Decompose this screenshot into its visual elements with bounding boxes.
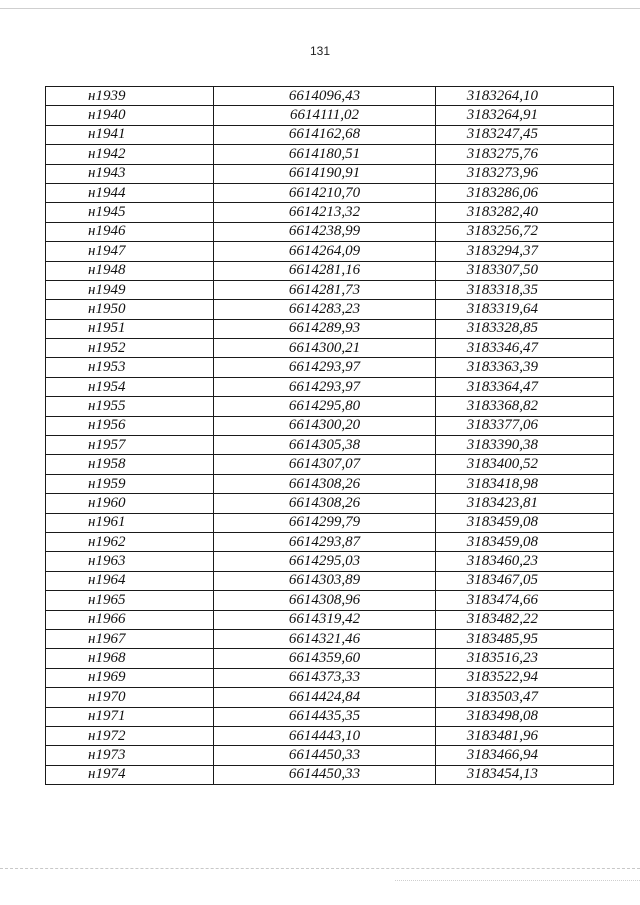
point-id-cell: н1964	[46, 571, 214, 590]
point-id-cell: н1963	[46, 552, 214, 571]
x-coordinate-cell: 6614180,51	[214, 145, 436, 164]
x-coordinate-cell: 6614295,03	[214, 552, 436, 571]
y-coordinate-cell: 3183264,91	[436, 106, 614, 125]
table-row	[46, 629, 614, 648]
point-id-cell: н1948	[46, 261, 214, 280]
x-coordinate-cell: 6614308,26	[214, 474, 436, 493]
y-coordinate-cell: 3183328,85	[436, 319, 614, 338]
table-row	[46, 377, 614, 396]
x-coordinate-cell: 6614307,07	[214, 455, 436, 474]
table-row	[46, 300, 614, 319]
y-coordinate-cell: 3183346,47	[436, 339, 614, 358]
x-coordinate-cell: 6614283,23	[214, 300, 436, 319]
point-id-cell: н1974	[46, 765, 214, 784]
table-row	[46, 203, 614, 222]
point-id-cell: н1970	[46, 688, 214, 707]
table-row	[46, 280, 614, 299]
table-row	[46, 261, 614, 280]
point-id-cell: н1967	[46, 629, 214, 648]
x-coordinate-cell: 6614300,21	[214, 339, 436, 358]
x-coordinate-cell: 6614308,96	[214, 591, 436, 610]
y-coordinate-cell: 3183498,08	[436, 707, 614, 726]
table-row	[46, 358, 614, 377]
point-id-cell: н1960	[46, 494, 214, 513]
table-row	[46, 183, 614, 202]
table-row	[46, 746, 614, 765]
x-coordinate-cell: 6614319,42	[214, 610, 436, 629]
point-id-cell: н1958	[46, 455, 214, 474]
top-edge-line	[0, 8, 640, 9]
point-id-cell: н1969	[46, 668, 214, 687]
y-coordinate-cell: 3183485,95	[436, 629, 614, 648]
x-coordinate-cell: 6614281,16	[214, 261, 436, 280]
point-id-cell: н1949	[46, 280, 214, 299]
table-row	[46, 106, 614, 125]
x-coordinate-cell: 6614111,02	[214, 106, 436, 125]
x-coordinate-cell: 6614443,10	[214, 726, 436, 745]
point-id-cell: н1952	[46, 339, 214, 358]
point-id-cell: н1943	[46, 164, 214, 183]
point-id-cell: н1953	[46, 358, 214, 377]
table-row	[46, 474, 614, 493]
x-coordinate-cell: 6614305,38	[214, 436, 436, 455]
y-coordinate-cell: 3183318,35	[436, 280, 614, 299]
point-id-cell: н1961	[46, 513, 214, 532]
table-row	[46, 668, 614, 687]
point-id-cell: н1971	[46, 707, 214, 726]
bottom-scan-line-2	[395, 880, 640, 881]
point-id-cell: н1966	[46, 610, 214, 629]
point-id-cell: н1972	[46, 726, 214, 745]
y-coordinate-cell: 3183256,72	[436, 222, 614, 241]
table-row	[46, 494, 614, 513]
table-row	[46, 610, 614, 629]
table-row	[46, 339, 614, 358]
table-row	[46, 242, 614, 261]
table-row	[46, 571, 614, 590]
y-coordinate-cell: 3183247,45	[436, 125, 614, 144]
x-coordinate-cell: 6614450,33	[214, 746, 436, 765]
y-coordinate-cell: 3183275,76	[436, 145, 614, 164]
y-coordinate-cell: 3183474,66	[436, 591, 614, 610]
x-coordinate-cell: 6614295,80	[214, 397, 436, 416]
y-coordinate-cell: 3183294,37	[436, 242, 614, 261]
point-id-cell: н1968	[46, 649, 214, 668]
table-row	[46, 513, 614, 532]
point-id-cell: н1942	[46, 145, 214, 164]
page-number: 131	[309, 44, 331, 58]
table-row	[46, 552, 614, 571]
x-coordinate-cell: 6614281,73	[214, 280, 436, 299]
y-coordinate-cell: 3183400,52	[436, 455, 614, 474]
table-row	[46, 222, 614, 241]
point-id-cell: н1965	[46, 591, 214, 610]
x-coordinate-cell: 6614299,79	[214, 513, 436, 532]
y-coordinate-cell: 3183418,98	[436, 474, 614, 493]
coordinates-table-body	[46, 87, 614, 785]
y-coordinate-cell: 3183467,05	[436, 571, 614, 590]
y-coordinate-cell: 3183264,10	[436, 87, 614, 106]
y-coordinate-cell: 3183481,96	[436, 726, 614, 745]
x-coordinate-cell: 6614210,70	[214, 183, 436, 202]
point-id-cell: н1956	[46, 416, 214, 435]
y-coordinate-cell: 3183286,06	[436, 183, 614, 202]
point-id-cell: н1962	[46, 532, 214, 551]
table-row	[46, 87, 614, 106]
point-id-cell: н1959	[46, 474, 214, 493]
x-coordinate-cell: 6614435,35	[214, 707, 436, 726]
x-coordinate-cell: 6614300,20	[214, 416, 436, 435]
point-id-cell: н1944	[46, 183, 214, 202]
x-coordinate-cell: 6614450,33	[214, 765, 436, 784]
y-coordinate-cell: 3183273,96	[436, 164, 614, 183]
coordinates-table	[45, 86, 614, 785]
x-coordinate-cell: 6614373,33	[214, 668, 436, 687]
y-coordinate-cell: 3183377,06	[436, 416, 614, 435]
point-id-cell: н1946	[46, 222, 214, 241]
table-row	[46, 397, 614, 416]
y-coordinate-cell: 3183466,94	[436, 746, 614, 765]
x-coordinate-cell: 6614424,84	[214, 688, 436, 707]
table-row	[46, 649, 614, 668]
y-coordinate-cell: 3183368,82	[436, 397, 614, 416]
point-id-cell: н1950	[46, 300, 214, 319]
y-coordinate-cell: 3183460,23	[436, 552, 614, 571]
x-coordinate-cell: 6614293,97	[214, 358, 436, 377]
y-coordinate-cell: 3183423,81	[436, 494, 614, 513]
table-row	[46, 416, 614, 435]
point-id-cell: н1939	[46, 87, 214, 106]
point-id-cell: н1947	[46, 242, 214, 261]
bottom-scan-line	[0, 868, 640, 869]
table-row	[46, 145, 614, 164]
x-coordinate-cell: 6614213,32	[214, 203, 436, 222]
x-coordinate-cell: 6614308,26	[214, 494, 436, 513]
x-coordinate-cell: 6614293,87	[214, 532, 436, 551]
table-row	[46, 125, 614, 144]
point-id-cell: н1945	[46, 203, 214, 222]
x-coordinate-cell: 6614289,93	[214, 319, 436, 338]
y-coordinate-cell: 3183307,50	[436, 261, 614, 280]
table-row	[46, 707, 614, 726]
y-coordinate-cell: 3183454,13	[436, 765, 614, 784]
x-coordinate-cell: 6614359,60	[214, 649, 436, 668]
table-row	[46, 591, 614, 610]
x-coordinate-cell: 6614264,09	[214, 242, 436, 261]
point-id-cell: н1941	[46, 125, 214, 144]
y-coordinate-cell: 3183282,40	[436, 203, 614, 222]
y-coordinate-cell: 3183319,64	[436, 300, 614, 319]
x-coordinate-cell: 6614162,68	[214, 125, 436, 144]
y-coordinate-cell: 3183390,38	[436, 436, 614, 455]
table-row	[46, 164, 614, 183]
point-id-cell: н1955	[46, 397, 214, 416]
x-coordinate-cell: 6614096,43	[214, 87, 436, 106]
y-coordinate-cell: 3183503,47	[436, 688, 614, 707]
table-row	[46, 765, 614, 784]
x-coordinate-cell: 6614321,46	[214, 629, 436, 648]
y-coordinate-cell: 3183364,47	[436, 377, 614, 396]
x-coordinate-cell: 6614190,91	[214, 164, 436, 183]
x-coordinate-cell: 6614238,99	[214, 222, 436, 241]
y-coordinate-cell: 3183482,22	[436, 610, 614, 629]
table-row	[46, 455, 614, 474]
y-coordinate-cell: 3183363,39	[436, 358, 614, 377]
y-coordinate-cell: 3183516,23	[436, 649, 614, 668]
point-id-cell: н1954	[46, 377, 214, 396]
point-id-cell: н1973	[46, 746, 214, 765]
x-coordinate-cell: 6614293,97	[214, 377, 436, 396]
table-row	[46, 532, 614, 551]
y-coordinate-cell: 3183522,94	[436, 668, 614, 687]
point-id-cell: н1940	[46, 106, 214, 125]
table-row	[46, 319, 614, 338]
point-id-cell: н1951	[46, 319, 214, 338]
table-row	[46, 688, 614, 707]
y-coordinate-cell: 3183459,08	[436, 513, 614, 532]
point-id-cell: н1957	[46, 436, 214, 455]
table-row	[46, 726, 614, 745]
x-coordinate-cell: 6614303,89	[214, 571, 436, 590]
y-coordinate-cell: 3183459,08	[436, 532, 614, 551]
table-row	[46, 436, 614, 455]
